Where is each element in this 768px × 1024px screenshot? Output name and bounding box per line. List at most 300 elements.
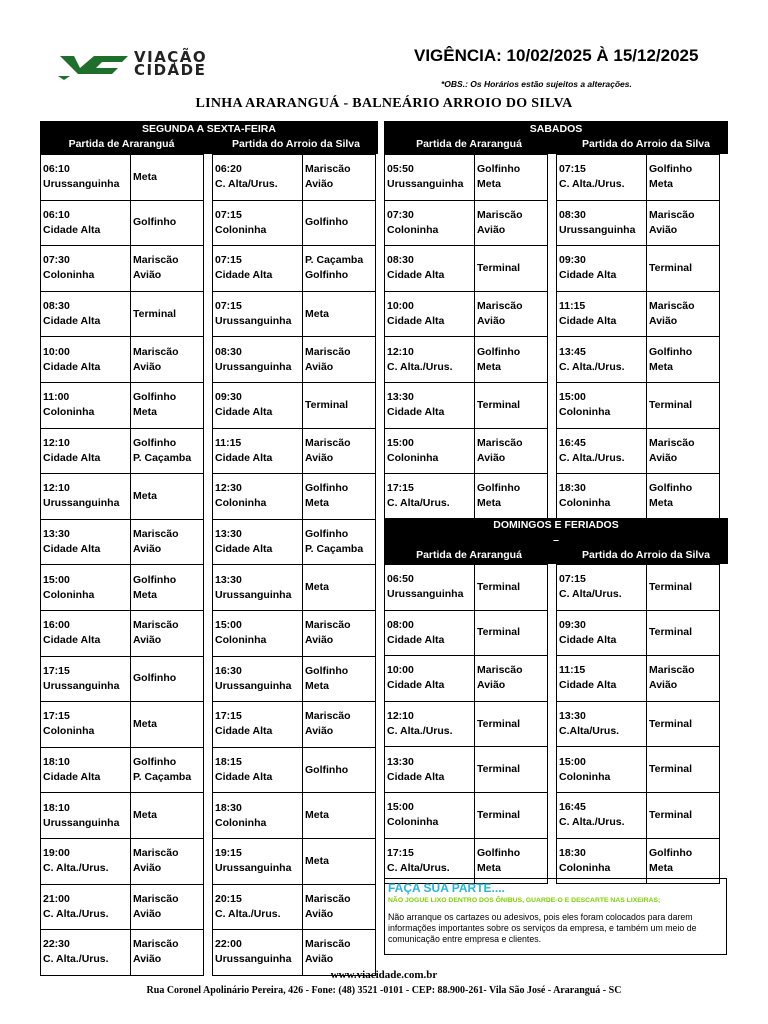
- schedule-row: [385, 428, 720, 474]
- schedule-row: [41, 793, 376, 839]
- departure-cell: [213, 291, 303, 337]
- column-gap: [204, 565, 213, 611]
- destination-name: Avião: [133, 269, 162, 282]
- column-gap: [204, 155, 213, 201]
- column-gap: [204, 838, 213, 884]
- notice-title: FAÇA SUA PARTE....: [388, 881, 505, 895]
- departure-origin: Cidade Alta: [43, 451, 101, 464]
- destination-name: Golfinho: [649, 482, 693, 495]
- destination-name: Meta: [305, 679, 329, 692]
- destination-name: Avião: [133, 862, 162, 875]
- destination-name: Golfinho: [133, 756, 177, 769]
- destination-name: Avião: [477, 451, 506, 464]
- departure-origin: Coloninha: [43, 406, 95, 419]
- departure-cell: [213, 382, 303, 428]
- destination-cell: [647, 656, 720, 702]
- departure-origin: Cidade Alta: [387, 633, 445, 646]
- destination-cell: [647, 200, 720, 246]
- departure-origin: Cidade Alta: [215, 406, 273, 419]
- departure-cell: [213, 884, 303, 930]
- destination-name: Meta: [305, 854, 329, 867]
- departure-time: 08:30: [387, 254, 414, 267]
- destination-name: Terminal: [477, 717, 520, 730]
- brand-name: [134, 48, 234, 79]
- destination-name: Avião: [305, 907, 334, 920]
- departure-cell: [213, 428, 303, 474]
- departure-origin: Cidade Alta: [215, 725, 273, 738]
- departure-origin: Coloninha: [387, 451, 439, 464]
- destination-cell: [131, 793, 204, 839]
- destination-cell: [475, 155, 548, 201]
- destination-name: Mariscão: [649, 300, 695, 313]
- destination-cell: [131, 291, 204, 337]
- departure-cell: [213, 474, 303, 520]
- destination-cell: [475, 838, 548, 884]
- route-title: LINHA ARARANGUÁ - BALNEÁRIO ARROIO DO SILVA: [195, 96, 573, 111]
- departure-origin: Coloninha: [559, 406, 611, 419]
- departure-cell: [41, 565, 131, 611]
- schedule-row: [41, 200, 376, 246]
- destination-cell: [475, 337, 548, 383]
- sunday-dash: –: [553, 534, 559, 546]
- schedule-row: [41, 519, 376, 565]
- departure-cell: [41, 337, 131, 383]
- departure-cell: [557, 565, 647, 611]
- destination-name: Golfinho: [133, 216, 177, 229]
- destination-cell: [131, 428, 204, 474]
- departure-time: 22:00: [215, 938, 242, 951]
- column-gap: [204, 428, 213, 474]
- destination-name: Mariscão: [305, 619, 351, 632]
- saturday-right-header: Partida do Arroio da Silva: [582, 138, 710, 150]
- schedule-row: [385, 382, 720, 428]
- departure-cell: [41, 291, 131, 337]
- destination-name: Mariscão: [305, 163, 351, 176]
- destination-name: Mariscão: [133, 938, 179, 951]
- destination-cell: [647, 474, 720, 520]
- departure-origin: Cidade Alta: [43, 543, 101, 556]
- sunday-title: DOMINGOS E FERIADOS: [493, 519, 619, 531]
- departure-cell: [41, 793, 131, 839]
- departure-origin: C. Alta/Urus.: [215, 178, 278, 191]
- destination-name: Mariscão: [133, 254, 179, 267]
- departure-origin: Coloninha: [559, 861, 611, 874]
- schedule-row: [385, 200, 720, 246]
- destination-name: Terminal: [305, 398, 348, 411]
- departure-origin: Coloninha: [559, 497, 611, 510]
- schedule-row: [385, 610, 720, 656]
- destination-cell: [647, 291, 720, 337]
- departure-origin: Urussanguinha: [215, 953, 292, 966]
- sunday-right-header: Partida do Arroio da Silva: [582, 549, 710, 561]
- departure-cell: [41, 656, 131, 702]
- destination-name: Mariscão: [133, 619, 179, 632]
- departure-origin: Coloninha: [215, 634, 267, 647]
- column-gap: [548, 291, 557, 337]
- destination-name: Avião: [649, 223, 678, 236]
- destination-name: Meta: [477, 497, 501, 510]
- column-gap: [204, 884, 213, 930]
- column-gap: [548, 382, 557, 428]
- column-gap: [204, 200, 213, 246]
- destination-name: Mariscão: [305, 345, 351, 358]
- destination-name: Meta: [649, 861, 673, 874]
- departure-cell: [385, 428, 475, 474]
- destination-name: Terminal: [649, 261, 692, 274]
- departure-cell: [41, 747, 131, 793]
- schedule-row: [385, 792, 720, 838]
- departure-time: 17:15: [43, 664, 70, 677]
- departure-cell: [557, 838, 647, 884]
- destination-cell: [475, 656, 548, 702]
- validity-period: VIGÊNCIA: 10/02/2025 À 15/12/2025: [414, 46, 699, 65]
- departure-time: 11:15: [559, 300, 586, 313]
- departure-cell: [557, 610, 647, 656]
- departure-time: 06:20: [215, 163, 242, 176]
- departure-origin: C. Alta./Urus.: [43, 907, 109, 920]
- departure-time: 18:30: [559, 482, 586, 495]
- departure-time: 16:45: [559, 436, 586, 449]
- schedule-note: *OBS.: Os Horários estão sujeitos a alterações.: [441, 79, 632, 89]
- destination-cell: [131, 656, 204, 702]
- departure-cell: [385, 337, 475, 383]
- departure-time: 07:15: [215, 300, 242, 313]
- departure-origin: Urussanguinha: [43, 497, 120, 510]
- departure-time: 15:00: [43, 573, 70, 586]
- schedule-row: [41, 382, 376, 428]
- departure-cell: [41, 200, 131, 246]
- column-gap: [548, 610, 557, 656]
- destination-cell: [131, 200, 204, 246]
- destination-cell: [131, 246, 204, 292]
- departure-origin: C. Alta./Urus.: [559, 360, 625, 373]
- destination-name: P. Caçamba: [305, 254, 364, 267]
- departure-time: 18:10: [43, 756, 70, 769]
- departure-cell: [213, 337, 303, 383]
- destination-name: Avião: [649, 679, 678, 692]
- destination-cell: [303, 702, 376, 748]
- destination-name: Terminal: [649, 580, 692, 593]
- saturday-title: SABADOS: [529, 123, 583, 135]
- destination-name: Meta: [477, 861, 501, 874]
- departure-origin: Coloninha: [43, 588, 95, 601]
- destination-name: Terminal: [649, 808, 692, 821]
- destination-cell: [303, 793, 376, 839]
- destination-cell: [131, 382, 204, 428]
- destination-cell: [303, 656, 376, 702]
- departure-cell: [41, 382, 131, 428]
- departure-cell: [557, 428, 647, 474]
- departure-time: 07:15: [215, 208, 242, 221]
- destination-name: Terminal: [649, 717, 692, 730]
- departure-time: 22:30: [43, 938, 70, 951]
- sunday-schedule-table: [384, 564, 720, 884]
- departure-origin: C. Alta./Urus.: [43, 862, 109, 875]
- destination-cell: [131, 838, 204, 884]
- departure-cell: [41, 884, 131, 930]
- weekday-schedule-table: [40, 154, 376, 976]
- destination-cell: [475, 428, 548, 474]
- column-gap: [204, 382, 213, 428]
- destination-name: Meta: [649, 178, 673, 191]
- departure-cell: [557, 337, 647, 383]
- destination-name: Golfinho: [305, 664, 349, 677]
- departure-cell: [385, 838, 475, 884]
- saturday-left-header: Partida de Araranguá: [416, 138, 522, 150]
- departure-origin: C.Alta/Urus.: [559, 725, 620, 738]
- destination-cell: [647, 155, 720, 201]
- destination-name: Meta: [649, 497, 673, 510]
- schedule-row: [41, 428, 376, 474]
- destination-name: Golfinho: [649, 846, 693, 859]
- destination-name: P. Caçamba: [305, 543, 364, 556]
- destination-cell: [303, 200, 376, 246]
- destination-cell: [131, 702, 204, 748]
- departure-time: 15:00: [559, 755, 586, 768]
- destination-name: Meta: [305, 497, 329, 510]
- column-gap: [204, 246, 213, 292]
- destination-cell: [303, 747, 376, 793]
- departure-cell: [213, 656, 303, 702]
- departure-origin: Cidade Alta: [559, 315, 617, 328]
- destination-cell: [475, 382, 548, 428]
- departure-cell: [557, 291, 647, 337]
- departure-origin: Cidade Alta: [559, 679, 617, 692]
- departure-time: 13:30: [215, 528, 242, 541]
- schedule-row: [385, 565, 720, 611]
- destination-cell: [647, 610, 720, 656]
- departure-time: 18:30: [215, 801, 242, 814]
- destination-name: Golfinho: [649, 163, 693, 176]
- column-gap: [548, 155, 557, 201]
- schedule-row: [41, 155, 376, 201]
- departure-origin: Urussanguinha: [215, 679, 292, 692]
- schedule-row: [41, 246, 376, 292]
- destination-name: Meta: [133, 717, 157, 730]
- destination-name: Mariscão: [305, 938, 351, 951]
- departure-time: 08:30: [215, 345, 242, 358]
- departure-time: 18:15: [215, 756, 242, 769]
- departure-cell: [213, 519, 303, 565]
- schedule-row: [41, 702, 376, 748]
- departure-cell: [41, 519, 131, 565]
- schedule-row: [41, 565, 376, 611]
- destination-name: Mariscão: [477, 664, 523, 677]
- sunday-left-header: Partida de Araranguá: [416, 549, 522, 561]
- destination-name: Golfinho: [133, 672, 177, 685]
- departure-time: 05:50: [387, 163, 414, 176]
- departure-time: 20:15: [215, 892, 242, 905]
- column-gap: [548, 792, 557, 838]
- departure-origin: Coloninha: [43, 269, 95, 282]
- departure-cell: [41, 428, 131, 474]
- departure-origin: Urussanguinha: [559, 223, 636, 236]
- departure-cell: [557, 200, 647, 246]
- departure-cell: [41, 610, 131, 656]
- departure-origin: Cidade Alta: [43, 223, 101, 236]
- schedule-row: [385, 155, 720, 201]
- destination-cell: [647, 565, 720, 611]
- column-gap: [204, 793, 213, 839]
- departure-origin: C. Alta/Urus.: [387, 497, 450, 510]
- destination-name: Mariscão: [305, 892, 351, 905]
- departure-cell: [385, 747, 475, 793]
- departure-origin: Urussanguinha: [387, 178, 464, 191]
- company-address: Rua Coronel Apolinário Pereira, 426 - Fone: (48) 3521 -0101 - CEP: 88.900-261- Vila São José - Araranguá - SC: [146, 985, 622, 996]
- departure-time: 10:00: [387, 664, 414, 677]
- departure-cell: [213, 610, 303, 656]
- destination-name: Meta: [133, 489, 157, 502]
- destination-cell: [475, 747, 548, 793]
- destination-name: Meta: [305, 809, 329, 822]
- destination-name: Avião: [305, 634, 334, 647]
- departure-cell: [385, 792, 475, 838]
- departure-cell: [385, 610, 475, 656]
- column-gap: [548, 428, 557, 474]
- destination-cell: [303, 884, 376, 930]
- destination-cell: [303, 610, 376, 656]
- departure-origin: Cidade Alta: [559, 269, 617, 282]
- destination-name: Meta: [305, 581, 329, 594]
- departure-time: 19:15: [215, 847, 242, 860]
- brand-line1: VIAÇÃO: [134, 48, 208, 66]
- destination-name: Mariscão: [649, 664, 695, 677]
- departure-origin: Coloninha: [387, 816, 439, 829]
- website-link[interactable]: www.viacidade.com.br: [330, 969, 438, 981]
- destination-name: Mariscão: [133, 528, 179, 541]
- destination-name: Golfinho: [133, 436, 177, 449]
- departure-origin: Cidade Alta: [559, 633, 617, 646]
- departure-time: 07:15: [559, 163, 586, 176]
- departure-origin: Urussanguinha: [43, 679, 120, 692]
- destination-cell: [303, 246, 376, 292]
- departure-origin: Cidade Alta: [215, 771, 273, 784]
- departure-time: 17:15: [43, 710, 70, 723]
- departure-time: 12:10: [43, 482, 70, 495]
- destination-name: Avião: [305, 360, 334, 373]
- schedule-row: [385, 246, 720, 292]
- schedule-row: [385, 747, 720, 793]
- departure-origin: Urussanguinha: [387, 588, 464, 601]
- destination-name: Mariscão: [649, 436, 695, 449]
- departure-cell: [213, 747, 303, 793]
- departure-origin: Cidade Alta: [387, 269, 445, 282]
- departure-time: 07:15: [215, 254, 242, 267]
- column-gap: [548, 246, 557, 292]
- departure-cell: [213, 246, 303, 292]
- destination-cell: [475, 701, 548, 747]
- weekday-title: SEGUNDA A SEXTA-FEIRA: [142, 123, 276, 135]
- destination-name: Meta: [477, 178, 501, 191]
- departure-time: 06:10: [43, 208, 70, 221]
- departure-origin: Cidade Alta: [43, 634, 101, 647]
- destination-cell: [131, 155, 204, 201]
- departure-time: 13:30: [387, 391, 414, 404]
- saturday-schedule-table: [384, 154, 720, 520]
- schedule-row: [385, 656, 720, 702]
- departure-cell: [557, 701, 647, 747]
- destination-name: Golfinho: [305, 763, 349, 776]
- departure-time: 10:00: [43, 345, 70, 358]
- departure-cell: [41, 474, 131, 520]
- destination-name: Mariscão: [133, 345, 179, 358]
- departure-time: 15:00: [559, 391, 586, 404]
- schedule-row: [385, 291, 720, 337]
- column-gap: [204, 519, 213, 565]
- column-gap: [548, 656, 557, 702]
- departure-origin: Coloninha: [215, 816, 267, 829]
- departure-cell: [385, 565, 475, 611]
- destination-cell: [303, 474, 376, 520]
- destination-cell: [647, 382, 720, 428]
- destination-cell: [303, 428, 376, 474]
- destination-name: Mariscão: [305, 710, 351, 723]
- destination-name: Mariscão: [305, 436, 351, 449]
- departure-cell: [41, 702, 131, 748]
- departure-time: 16:45: [559, 801, 586, 814]
- departure-origin: C. Alta./Urus.: [559, 451, 625, 464]
- destination-name: Terminal: [477, 261, 520, 274]
- departure-time: 13:30: [559, 710, 586, 723]
- destination-name: Terminal: [133, 307, 176, 320]
- saturday-header: [384, 121, 728, 154]
- schedule-row: [41, 747, 376, 793]
- departure-time: 17:15: [387, 846, 414, 859]
- destination-cell: [475, 474, 548, 520]
- departure-cell: [41, 246, 131, 292]
- column-gap: [204, 656, 213, 702]
- departure-time: 18:30: [559, 846, 586, 859]
- destination-name: Golfinho: [305, 216, 349, 229]
- schedule-row: [385, 701, 720, 747]
- column-gap: [204, 747, 213, 793]
- departure-time: 08:30: [43, 300, 70, 313]
- destination-cell: [303, 291, 376, 337]
- departure-cell: [385, 474, 475, 520]
- destination-name: Terminal: [477, 808, 520, 821]
- destination-name: Avião: [477, 679, 506, 692]
- destination-name: P. Caçamba: [133, 771, 192, 784]
- destination-name: Meta: [133, 406, 157, 419]
- departure-time: 18:10: [43, 801, 70, 814]
- departure-time: 11:15: [215, 436, 242, 449]
- destination-cell: [303, 382, 376, 428]
- departure-cell: [213, 838, 303, 884]
- destination-cell: [303, 337, 376, 383]
- departure-origin: Cidade Alta: [43, 315, 101, 328]
- departure-time: 12:10: [387, 710, 414, 723]
- departure-time: 07:15: [559, 573, 586, 586]
- destination-cell: [647, 701, 720, 747]
- column-gap: [548, 200, 557, 246]
- destination-name: Terminal: [477, 398, 520, 411]
- departure-cell: [213, 702, 303, 748]
- sunday-header: [384, 518, 728, 564]
- departure-cell: [41, 838, 131, 884]
- destination-name: Golfinho: [305, 269, 349, 282]
- destination-name: Avião: [133, 907, 162, 920]
- destination-name: Meta: [133, 170, 157, 183]
- departure-cell: [213, 793, 303, 839]
- departure-cell: [557, 747, 647, 793]
- departure-time: 12:10: [387, 345, 414, 358]
- destination-name: Terminal: [477, 580, 520, 593]
- departure-cell: [385, 200, 475, 246]
- column-gap: [548, 701, 557, 747]
- departure-origin: Cidade Alta: [387, 315, 445, 328]
- destination-name: Golfinho: [477, 163, 521, 176]
- departure-origin: Urussanguinha: [215, 588, 292, 601]
